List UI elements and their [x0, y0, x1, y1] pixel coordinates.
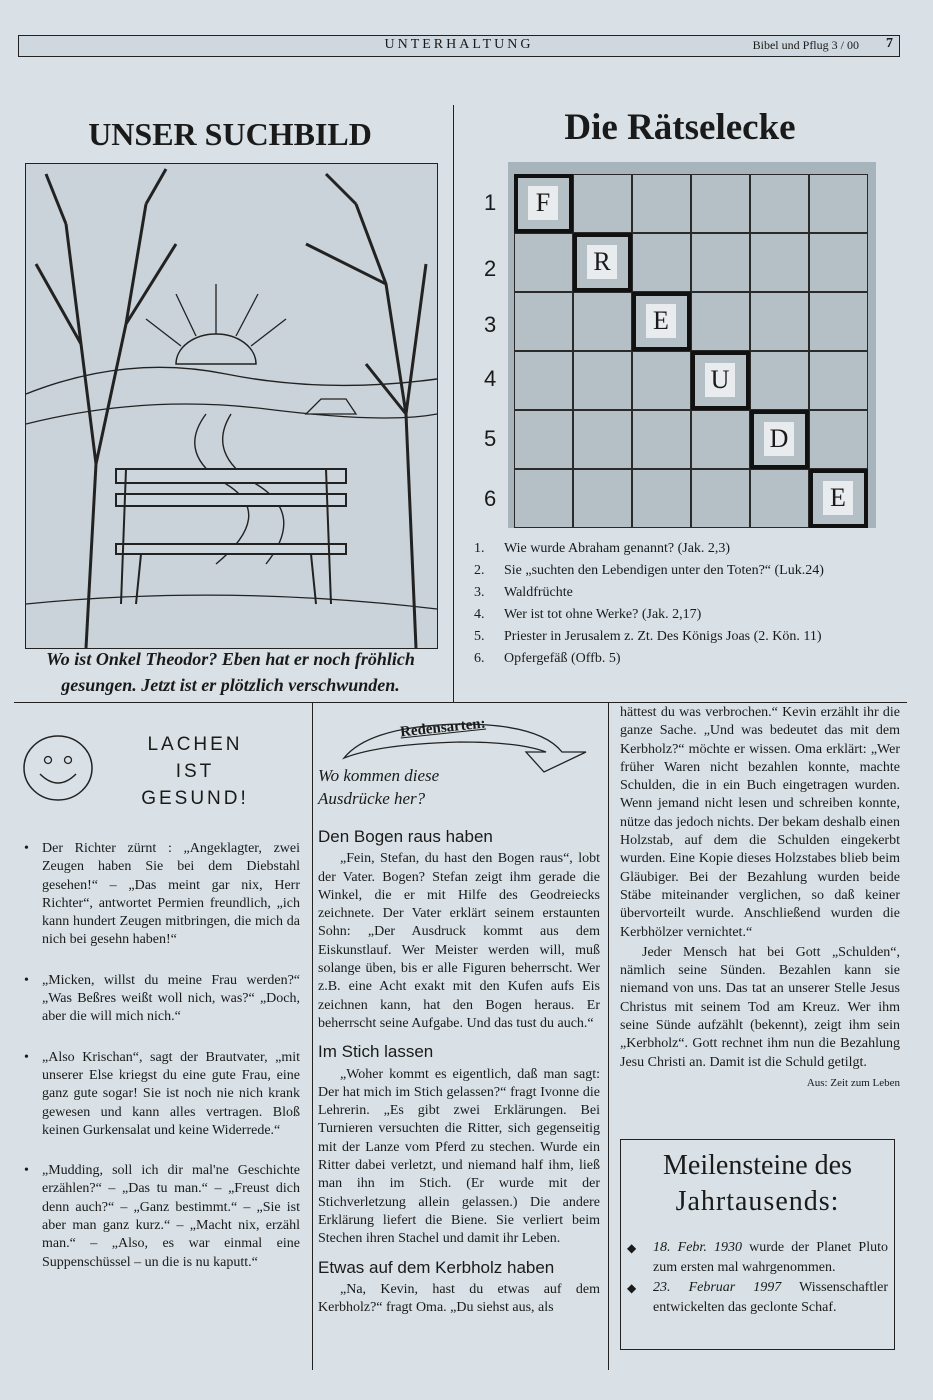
grid-cell	[632, 351, 691, 410]
grid-cell	[691, 174, 750, 233]
grid-letter: E	[646, 304, 676, 338]
joke-item: • „Also Krischan“, sagt der Brautvater, „mit unserer Else kriegst du eine gute Frau, eine ganz gute sogar! Sie ist noch nie nich krank gewesen und kann alles vertragen. Bloß keinen Gurkensalat und keine Widerrede.“	[20, 1049, 300, 1140]
clue-item: 5. Priester in Jerusalem z. Zt. Des Königs Joas (2. Kön. 11)	[474, 629, 822, 644]
grid-cell	[691, 292, 750, 351]
section-body: „Woher kommt es eigentlich, daß man sagt: Der hat mich im Stich gelassen?“ fragt Ivonne die Lehrerin. „Es gibt zwei Erklärungen. Bei Turnieren versuchten die Ritter, sich gegenseitig mit der Lanze vom Pferd zu stechen. Wurde ein Ritter dabei verletzt, und niemand half ihm, ließ man ihn im Stich. (Er wurde mit der Stichverletzung allein gelassen.) Die andere Erklärung liefert die Biene. Sie verliert beim Stechen ihren Stachel und damit ihr Leben.	[318, 1066, 600, 1247]
clue-item: 2. Sie „suchten den Lebendigen unter den Toten?“ (Luk.24)	[474, 563, 824, 578]
meilensteine-box	[620, 1139, 895, 1350]
joke-item: • Der Richter zürnt : „Angeklagter, zwei Zeugen haben Sie bei dem Diebstahl gesehen!“ – „Das meint gar nix, Herr Richter“, antwortet Permien freundlich, „ich kann hundert Zeugen mitbringen, die mich da nich bei gesehn haben!“	[20, 840, 300, 950]
grid-cell	[750, 292, 809, 351]
grid-cell	[809, 292, 868, 351]
milestone-item: ◆ 18. Febr. 1930 wurde der Planet Pluto zum ersten mal wahrgenommen.	[627, 1240, 888, 1275]
grid-letter: R	[587, 245, 617, 279]
grid-cell	[750, 174, 809, 233]
milestone-item: ◆ 23. Februar 1997 Wissenschaftler entwickelten das geclonte Schaf.	[627, 1280, 888, 1315]
grid-cell	[632, 469, 691, 528]
grid-cell	[691, 469, 750, 528]
clue-item: 6. Opfergefäß (Offb. 5)	[474, 651, 621, 666]
grid-cell	[573, 292, 632, 351]
section-heading: Etwas auf dem Kerbholz haben	[318, 1257, 555, 1277]
diamond-icon: ◆	[627, 1241, 637, 1255]
grid-cell	[573, 351, 632, 410]
divider-col1	[312, 702, 313, 1370]
issue-info: Bibel und Pflug 3 / 00	[752, 38, 859, 52]
grid-cell	[809, 351, 868, 410]
grid-cell	[750, 233, 809, 292]
grid-cell	[632, 233, 691, 292]
grid-cell	[514, 233, 573, 292]
grid-cell	[632, 410, 691, 469]
paragraph: hättest du was verbrochen.“ Kevin erzählt ihr die ganze Sache. „Und was bedeutet das mit dem Kerbholz?“ möchte er wissen. Oma erklärt: „Wer früher Waren nicht bezahlen konnte, machte Schulden, die in ein Buch eingetragen wurden. Wenn jemand nicht lesen und schreiben konnte, nütze das jedoch nichts. Der bekam deshalb einen Holzstab, auf dem die Schulden eingekerbt wurden. Eine Kopie dieses Holzstabes blieb beim Gläubiger. Bei der Bezahlung wurden beide Stäbe miteinander verglichen, so daß keiner übervorteilt wurde. Anschließend wurden die Kerbhölzer vernichtet.“	[620, 705, 900, 940]
grid-cell	[809, 410, 868, 469]
divider-top-vertical	[453, 105, 454, 703]
meilensteine-title: Meilensteine des Jahrtausends:	[663, 1150, 852, 1217]
grid-cell-letter	[750, 410, 809, 469]
grid-cell-letter	[573, 233, 632, 292]
smiley-icon	[22, 732, 94, 804]
crossword-grid	[508, 162, 876, 528]
section-heading: Den Bogen raus haben	[318, 827, 493, 846]
clue-item: 4. Wer ist tot ohne Werke? (Jak. 2,17)	[474, 607, 702, 622]
grid-cell	[573, 174, 632, 233]
diamond-icon: ◆	[627, 1281, 637, 1295]
grid-cell	[750, 351, 809, 410]
row-number: 4	[484, 366, 497, 391]
jokes-list	[20, 840, 300, 1282]
row-number: 5	[484, 426, 497, 451]
grid-cell	[514, 410, 573, 469]
banner-text: Redensarten:	[399, 715, 487, 741]
header-bar	[18, 35, 900, 57]
grid-cell	[691, 410, 750, 469]
grid-cell	[573, 469, 632, 528]
grid-cell	[632, 174, 691, 233]
lachen-heading: LACHEN IST GESUND!	[141, 734, 249, 809]
clue-item: 1. Wie wurde Abraham genannt? (Jak. 2,3)	[474, 541, 731, 556]
grid-cell	[750, 469, 809, 528]
grid-cell	[573, 410, 632, 469]
section-body: „Fein, Stefan, du hast den Bogen raus“, lobt der Vater. Bogen? Stefan zeigt ihm gerade die Winkel, die er mit Hilfe des Geodreiecks zeichnete. Der Vater erklärt seinem erstaunten Sohn: „Der Ausdruck kommt aus dem Eiskunstlauf. Wer Meister werden will, muß solange üben, bis er alle Figuren beherrscht. Wer z.B. eine Acht exakt mit den Kufen aufs Eis zeichnen kann, hat den Bogen heraus. Er beherrscht seine Aufgabe. Und das tust du auch.“	[318, 851, 600, 1031]
divider-horizontal	[14, 702, 907, 703]
grid-letter: D	[764, 422, 794, 456]
section-heading: Im Stich lassen	[318, 1042, 434, 1062]
raetsel-title: Die Rätselecke	[564, 107, 796, 148]
grid-cell	[809, 174, 868, 233]
grid-letter: F	[528, 186, 558, 220]
suchbild-image	[25, 163, 438, 649]
divider-col2	[608, 702, 609, 1370]
row-number: 1	[484, 190, 497, 215]
suchbild-title: UNSER SUCHBILD	[88, 116, 372, 152]
joke-item: • „Mudding, soll ich dir mal'ne Geschichte erzählen?“ – „Das tu man.“ – „Freust dich denn auch?“ – „Ganz bestimmt.“ – „Sie ist aber man ganz kurz.“ – „Macht nix, erzähl man.“ – „Also, es war einmal eine Suppenschüssel – un die is nu kaputt.“	[20, 1162, 300, 1272]
page-number: 7	[886, 36, 893, 51]
joke-item: • „Micken, willst du meine Frau werden?“ „Was Beßres weißt woll nich, was?“ „Doch, aber die will mich nich.“	[20, 972, 300, 1027]
paragraph: Jeder Mensch hat bei Gott „Schulden“, nämlich seine Sünden. Bezahlen kann sie niemand von uns. Das tat an unserer Stelle Jesus Christus mit seinem Tod am Kreuz. Wer ihm seine Sünde aufzählt (bekennt), zeigt ihm sein „Kerbholz“. Gott rechnet ihm nun die Bezahlung Jesu Christi an. Damit ist die Schuld getilgt.	[620, 944, 900, 1070]
grid-letter: U	[705, 363, 735, 397]
grid-cell	[691, 233, 750, 292]
grid-cell	[809, 233, 868, 292]
redensarten-text	[318, 822, 600, 1327]
row-number: 2	[484, 256, 497, 281]
section-title: UNTERHALTUNG	[384, 37, 534, 52]
row-number: 6	[484, 486, 497, 511]
grid-letter: E	[823, 481, 853, 515]
grid-cell-letter	[514, 174, 573, 233]
source-note: Aus: Zeit zum Leben	[806, 1076, 900, 1089]
clue-list	[474, 538, 894, 670]
grid-cell	[514, 351, 573, 410]
grid-cell	[514, 469, 573, 528]
grid-cell-letter	[632, 292, 691, 351]
grid-cell-letter	[691, 351, 750, 410]
kerbholz-text	[620, 704, 900, 1092]
section-body: „Na, Kevin, hast du etwas auf dem Kerbholz?“ fragt Oma. „Du siehst aus, als	[318, 1281, 600, 1316]
row-number: 3	[484, 312, 497, 337]
clue-item: 3. Waldfrüchte	[474, 585, 573, 600]
suchbild-caption: Wo ist Onkel Theodor? Eben hat er noch fröhlich gesungen. Jetzt ist er plötzlich verschwunden.	[46, 649, 415, 695]
grid-cell-letter	[809, 469, 868, 528]
redensarten-question: Wo kommen diese Ausdrücke her?	[318, 766, 440, 808]
grid-cell	[514, 292, 573, 351]
